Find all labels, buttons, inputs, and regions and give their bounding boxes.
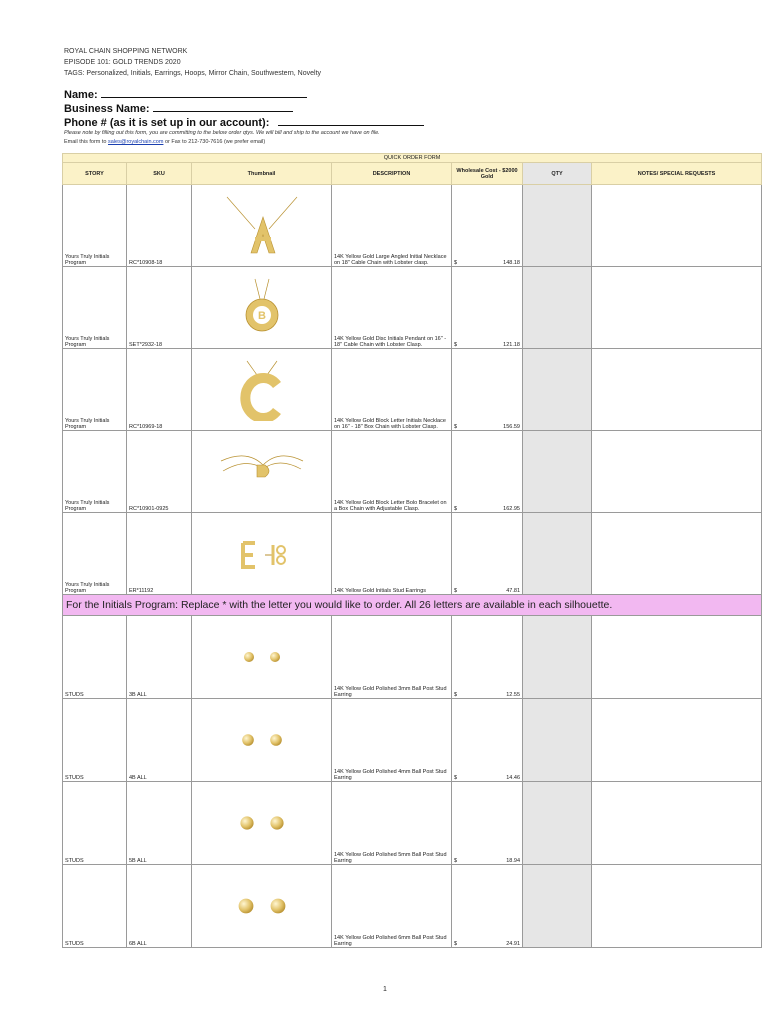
angled-initial-necklace-icon (192, 195, 331, 257)
cost-cell (452, 782, 523, 865)
story-cell: STUDS (63, 865, 127, 948)
sku-cell: 3B ALL (127, 616, 192, 699)
sku-cell: 5B ALL (127, 782, 192, 865)
cost-cell (452, 431, 523, 513)
cost-cell (452, 865, 523, 948)
notes-cell[interactable] (592, 865, 762, 948)
table-row (63, 699, 762, 782)
qty-cell[interactable] (523, 431, 592, 513)
table-row (63, 349, 762, 431)
dollar-sign: $ (454, 424, 458, 430)
phone-label: Phone # (as it is set up in our account): (64, 117, 270, 129)
story-cell: Yours Truly Initials Program (63, 267, 127, 349)
dollar-sign: $ (454, 775, 458, 781)
cost-value: 148.18 (503, 260, 520, 266)
business-name-input-line[interactable] (153, 102, 293, 112)
email-note-prefix: Email this form to (64, 139, 109, 145)
table-row (63, 865, 762, 948)
cost-cell (452, 616, 523, 699)
qty-cell[interactable] (523, 349, 592, 431)
col-thumbnail: Thumbnail (192, 163, 332, 185)
sku-cell: SET*2932-18 (127, 267, 192, 349)
cost-value: 47.81 (506, 588, 520, 594)
table-row (63, 431, 762, 513)
sku-cell: RC*10969-18 (127, 349, 192, 431)
name-field[interactable] (64, 88, 424, 102)
table-header-row (63, 163, 762, 185)
sku-cell: 4B ALL (127, 699, 192, 782)
thumbnail-cell (192, 431, 332, 513)
table-row (63, 513, 762, 595)
story-cell: STUDS (63, 616, 127, 699)
col-cost: Wholesale Cost - $2000 Gold (452, 163, 523, 185)
disc-initial-pendant-icon (192, 277, 331, 339)
table-row (63, 185, 762, 267)
sku-cell: RC*10908-18 (127, 185, 192, 267)
thumbnail-cell (192, 865, 332, 948)
story-cell: STUDS (63, 699, 127, 782)
notes-cell[interactable] (592, 267, 762, 349)
network-title: ROYAL CHAIN SHOPPING NETWORK (64, 48, 188, 55)
qty-cell[interactable] (523, 267, 592, 349)
cost-value: 121.18 (503, 342, 520, 348)
thumbnail-cell (192, 699, 332, 782)
dollar-sign: $ (454, 260, 458, 266)
business-name-field[interactable] (64, 102, 424, 116)
cost-cell (452, 513, 523, 595)
page-number: 1 (383, 986, 387, 993)
thumbnail-cell (192, 349, 332, 431)
col-notes: NOTES/ SPECIAL REQUESTS (592, 163, 762, 185)
dollar-sign: $ (454, 506, 458, 512)
cost-value: 14.46 (506, 775, 520, 781)
notes-cell[interactable] (592, 513, 762, 595)
initials-banner: For the Initials Program: Replace * with the letter you would like to order. All 26 letters are available in each silhouette. (63, 595, 762, 616)
dollar-sign: $ (454, 941, 458, 947)
notes-cell[interactable] (592, 431, 762, 513)
dollar-sign: $ (454, 858, 458, 864)
phone-field[interactable] (64, 116, 424, 130)
qty-cell[interactable] (523, 513, 592, 595)
svg-text:B: B (257, 309, 266, 322)
col-story: STORY (63, 163, 127, 185)
cost-value: 162.95 (503, 506, 520, 512)
cost-cell (452, 699, 523, 782)
customer-fields (64, 88, 424, 130)
thumbnail-cell (192, 267, 332, 349)
col-qty: QTY (523, 163, 592, 185)
sku-cell: RC*10901-0925 (127, 431, 192, 513)
description-cell: 14K Yellow Gold Block Letter Bolo Bracelet on a Box Chain with Adjustable Clasp. (332, 431, 452, 513)
ball-stud-4mm-icon (192, 720, 331, 760)
qty-cell[interactable] (523, 699, 592, 782)
description-cell: 14K Yellow Gold Polished 4mm Ball Post Stud Earring (332, 699, 452, 782)
table-row (63, 267, 762, 349)
qty-cell[interactable] (523, 185, 592, 267)
notes-cell[interactable] (592, 699, 762, 782)
form-title: QUICK ORDER FORM (63, 154, 762, 163)
dollar-sign: $ (454, 342, 458, 348)
bolo-bracelet-icon (192, 441, 331, 503)
story-cell: Yours Truly Initials Program (63, 185, 127, 267)
table-row (63, 616, 762, 699)
cost-cell (452, 185, 523, 267)
initial-stud-earrings-icon (192, 523, 331, 585)
thumbnail-cell (192, 185, 332, 267)
cost-value: 24.91 (506, 941, 520, 947)
description-cell: 14K Yellow Gold Polished 5mm Ball Post Stud Earring (332, 782, 452, 865)
email-link[interactable]: sales@royalchain.com (108, 139, 164, 145)
business-name-label: Business Name: (64, 103, 150, 115)
notes-cell[interactable] (592, 616, 762, 699)
sku-cell: ER*11192 (127, 513, 192, 595)
notes-cell[interactable] (592, 185, 762, 267)
ball-stud-5mm-icon (192, 803, 331, 843)
table-row (63, 782, 762, 865)
dollar-sign: $ (454, 692, 458, 698)
col-description: DESCRIPTION (332, 163, 452, 185)
notes-cell[interactable] (592, 782, 762, 865)
description-cell: 14K Yellow Gold Large Angled Initial Necklace on 18" Cable Chain with Lobster clasp. (332, 185, 452, 267)
studs-rows (63, 616, 762, 948)
thumbnail-cell (192, 616, 332, 699)
sku-cell: 6B ALL (127, 865, 192, 948)
order-note (64, 129, 380, 147)
initials-rows (63, 185, 762, 595)
tags-line: TAGS: Personalized, Initials, Earrings, Hoops, Mirror Chain, Southwestern, Novelty (64, 70, 322, 77)
initials-banner-row (63, 595, 762, 616)
cost-cell (452, 267, 523, 349)
qty-cell[interactable] (523, 616, 592, 699)
thumbnail-cell (192, 513, 332, 595)
ball-stud-3mm-icon (192, 637, 331, 677)
description-cell: 14K Yellow Gold Polished 3mm Ball Post Stud Earring (332, 616, 452, 699)
qty-cell[interactable] (523, 865, 592, 948)
name-label: Name: (64, 89, 98, 101)
qty-cell[interactable] (523, 782, 592, 865)
story-cell: Yours Truly Initials Program (63, 431, 127, 513)
story-cell: Yours Truly Initials Program (63, 513, 127, 595)
dollar-sign: $ (454, 588, 458, 594)
cost-value: 156.59 (503, 424, 520, 430)
cost-value: 18.94 (506, 858, 520, 864)
cost-value: 12.55 (506, 692, 520, 698)
ball-stud-6mm-icon (192, 886, 331, 926)
email-note-suffix: or Fax to 212-730-7616 (we prefer email) (163, 139, 266, 145)
notes-cell[interactable] (592, 349, 762, 431)
description-cell: 14K Yellow Gold Block Letter Initials Necklace on 16" - 18" Box Chain with Lobster Clasp. (332, 349, 452, 431)
block-letter-necklace-icon (192, 359, 331, 421)
commitment-note: Please note by filling out this form, you are committing to the below order qtys. We will bill and ship to the account we have on file. (64, 130, 380, 136)
description-cell: 14K Yellow Gold Initials Stud Earrings (332, 513, 452, 595)
col-sku: SKU (127, 163, 192, 185)
story-cell: STUDS (63, 782, 127, 865)
description-cell: 14K Yellow Gold Disc Initials Pendant on 16" - 18" Cable Chain with Lobster Clasp. (332, 267, 452, 349)
email-note (64, 138, 380, 147)
name-input-line[interactable] (101, 88, 307, 98)
episode-title: EPISODE 101: GOLD TRENDS 2020 (64, 59, 181, 66)
cost-cell (452, 349, 523, 431)
phone-input-line[interactable] (278, 116, 424, 126)
quick-order-table (62, 153, 762, 948)
description-cell: 14K Yellow Gold Polished 6mm Ball Post Stud Earring (332, 865, 452, 948)
story-cell: Yours Truly Initials Program (63, 349, 127, 431)
document-header (64, 46, 321, 79)
thumbnail-cell (192, 782, 332, 865)
